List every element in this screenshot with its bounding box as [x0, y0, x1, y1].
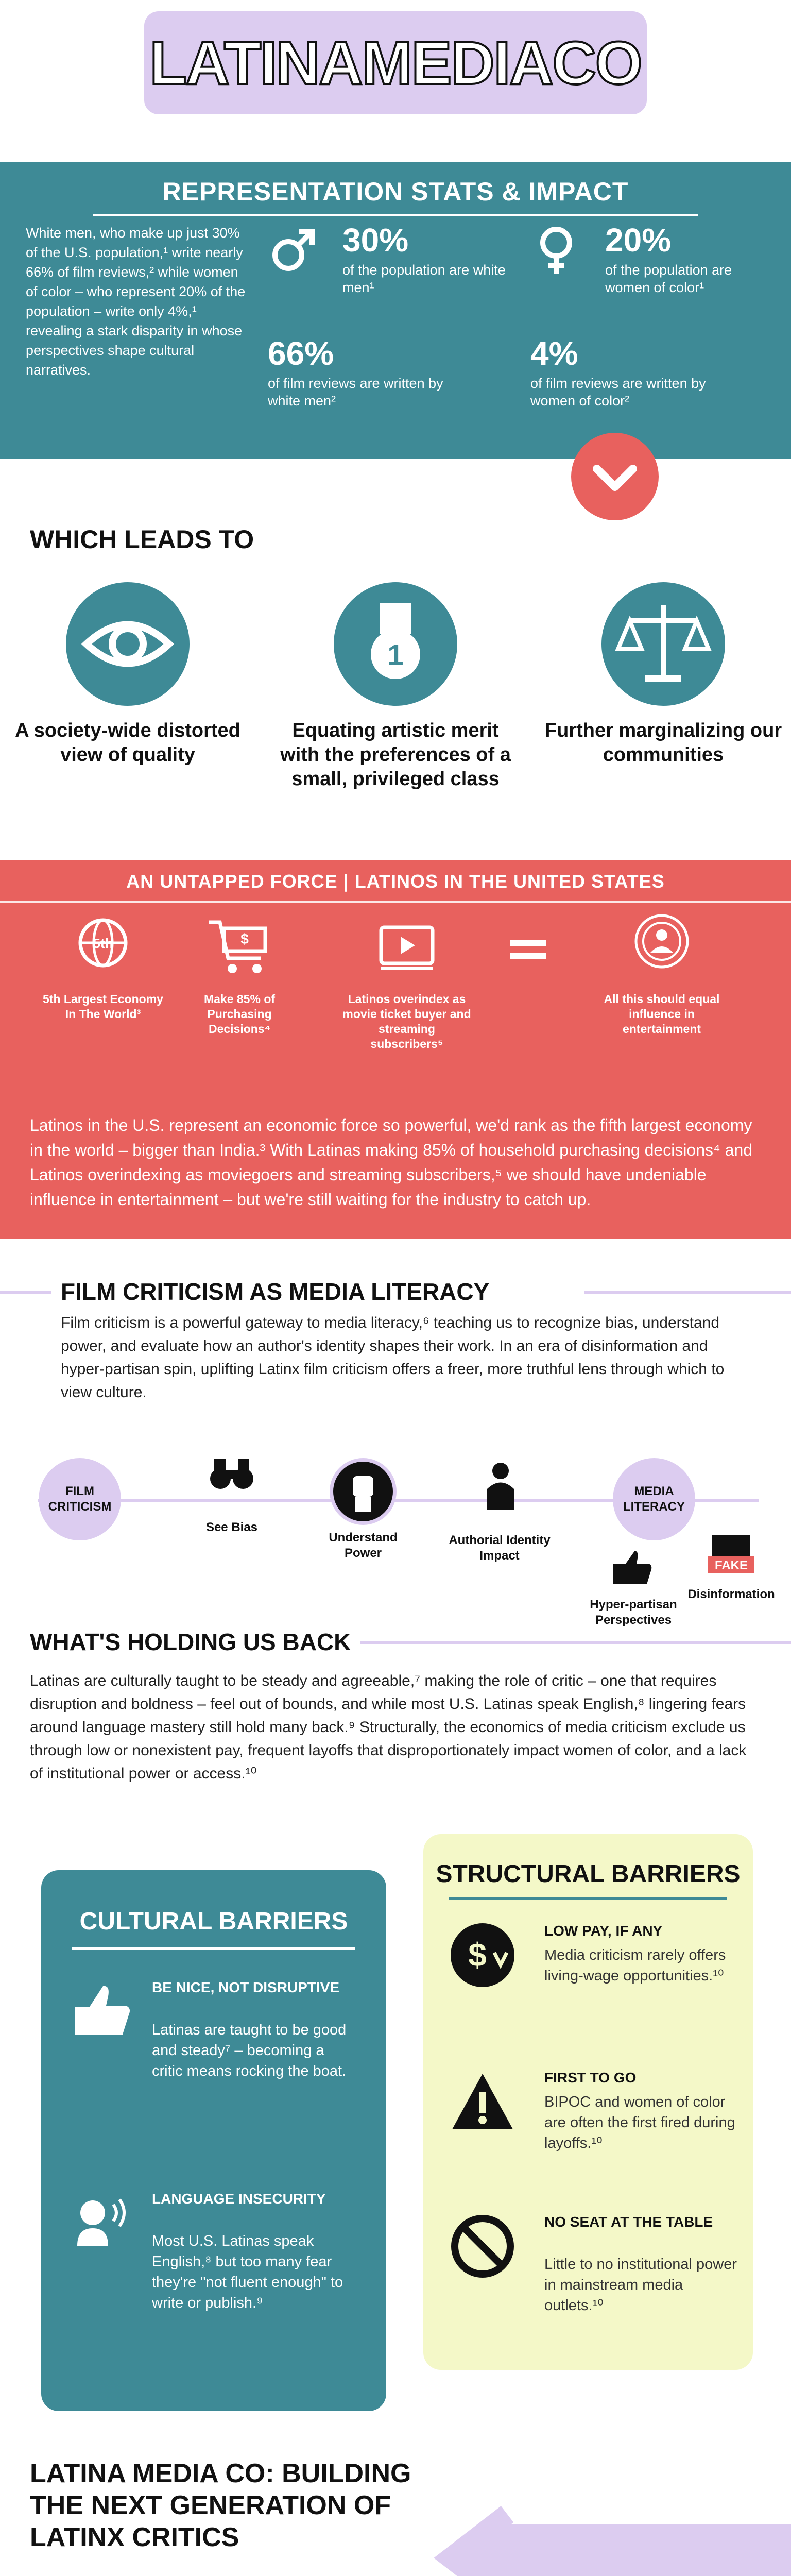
structural-barriers-title: STRUCTURAL BARRIERS — [436, 1860, 741, 1888]
lead-text: Further marginalizing our communities — [544, 720, 782, 766]
box-divider — [72, 1947, 355, 1950]
stats-intro: White men, who make up just 30% of the U.S. population,¹ write nearly 66% of film reviews,² while women of color – who represent 20% of the population – write only 4%,¹ revealing a stark disparity in whose perspectives shape cultural narratives. — [26, 225, 246, 378]
fake-news-icon — [703, 1530, 760, 1582]
structural-barrier-body: Media criticism rarely offers living-wage opportunities.¹⁰ — [544, 1947, 726, 1984]
stat-number: 66% — [268, 335, 334, 372]
film-ticket-icon — [371, 912, 443, 979]
equals-icon — [507, 917, 548, 984]
cultural-barriers-title: CULTURAL BARRIERS — [79, 1908, 348, 1935]
svg-text:$: $ — [468, 1936, 487, 1973]
section-divider — [360, 1641, 791, 1644]
structural-barrier-body: BIPOC and women of color are often the first fired during layoffs.¹⁰ — [544, 2094, 735, 2151]
globe-icon — [67, 912, 139, 979]
stat-number: 4% — [530, 335, 578, 372]
cultural-barrier-body: Latinas are taught to be good and steady⁷ – becoming a critic means rocking the boat. — [152, 2022, 347, 2079]
no-entry-icon — [449, 2213, 516, 2280]
lmc-title: LATINA MEDIA CO: BUILDING THE NEXT GENERATION OF LATINX CRITICS — [30, 2459, 411, 2552]
flow-node-film-criticism — [39, 1458, 121, 1540]
binoculars-icon — [206, 1453, 257, 1494]
untapped-text: All this should equal influence in entertainment — [604, 992, 720, 1036]
film-criticism-body: Film criticism is a powerful gateway to media literacy,⁶ teaching us to recognize bias, understand power, and evaluate how an author's identity shapes their work. In an era of disinformation and hyper-partisan spin, uplifting Latinx film criticism offers a freer, more truthful lens through which to view culture. — [61, 1314, 725, 1401]
untapped-divider — [0, 901, 791, 903]
stat-number: 20% — [605, 222, 672, 259]
speaking-icon — [72, 2192, 134, 2249]
eye-icon — [66, 582, 190, 706]
lead-item-eye — [66, 582, 190, 706]
lead-text: Equating artistic merit with the preferences of a small, privileged class — [280, 720, 511, 790]
flow-label: Understand Power — [329, 1531, 398, 1560]
stats-section — [0, 162, 791, 459]
flow-label: FILM CRITICISM — [48, 1484, 112, 1514]
thumbs-up-icon — [72, 1981, 134, 2038]
holding-title: WHAT'S HOLDING US BACK — [30, 1629, 351, 1655]
cultural-barrier-head: LANGUAGE INSECURITY — [152, 2191, 326, 2207]
structural-barrier-head: LOW PAY, IF ANY — [544, 1923, 663, 1939]
structural-barrier-body: Little to no institutional power in mainstream media outlets.¹⁰ — [544, 2256, 737, 2314]
male-symbol-icon — [268, 224, 319, 276]
lead-text: A society-wide distorted view of quality — [15, 720, 240, 766]
cultural-barriers-box — [41, 1870, 386, 2411]
warning-icon — [449, 2069, 516, 2136]
medal-icon — [334, 582, 457, 706]
scroll-down-button[interactable] — [571, 433, 659, 520]
lead-item-scales — [601, 582, 725, 706]
untapped-text: 5th Largest Economy In The World³ — [43, 992, 163, 1021]
thumbs-icon — [608, 1548, 659, 1589]
film-criticism-title: FILM CRITICISM AS MEDIA LITERACY — [61, 1278, 490, 1305]
lead-item-medal — [334, 582, 457, 706]
stat-text: of film reviews are written by women of color² — [530, 376, 706, 409]
svg-text:FAKE: FAKE — [714, 1558, 748, 1572]
flow-label: Hyper-partisan Perspectives — [590, 1598, 677, 1627]
structural-barrier-head: FIRST TO GO — [544, 2070, 637, 2086]
untapped-body: Latinos in the U.S. represent an economic force so powerful, we'd rank as the fifth largest economy in the world – bigger than India.³ With Latinas making 85% of household purchasing decisions⁴ and Latinos overindexing as moviegoers and streaming subscribers,⁵ we should have undeniable influence in entertainment – but we're still waiting for the industry to catch up. — [30, 1116, 753, 1209]
chevron-down-icon — [571, 433, 659, 520]
structural-barrier-head: NO SEAT AT THE TABLE — [544, 2214, 713, 2230]
stat-text: of the population are women of color¹ — [605, 262, 732, 295]
stats-title: REPRESENTATION STATS & IMPACT — [162, 177, 629, 206]
person-icon — [480, 1461, 521, 1512]
holding-body: Latinas are culturally taught to be steady and agreeable,⁷ making the role of critic – one that requires disruption and boldness – feel out of bounds, and while most U.S. Latinas speak English,⁸ lingering fears around language mastery still hold many back.⁹ Structurally, the economics of media criticism exclude us through low or nonexistent pay, frequent layoffs that disproportionately impact women of color, and a lack of institutional power or access.¹⁰ — [30, 1672, 747, 1782]
logo-text: LATINAMEDIACO — [149, 29, 642, 97]
untapped-text: Make 85% of Purchasing Decisions⁴ — [203, 992, 276, 1036]
flow-node-fist — [330, 1458, 397, 1525]
header — [0, 0, 791, 126]
section-divider — [0, 1291, 51, 1294]
flow-label: MEDIA LITERACY — [623, 1484, 685, 1514]
stat-number: 30% — [342, 222, 409, 259]
female-symbol-icon — [530, 224, 582, 276]
untapped-text: Latinos overindex as movie ticket buyer and streaming subscribers⁵ — [342, 992, 471, 1050]
flow-node-media-literacy — [613, 1458, 695, 1540]
section-divider — [584, 1291, 791, 1294]
box-divider — [449, 1897, 727, 1900]
stats-divider — [93, 214, 698, 216]
stat-text: of film reviews are written by white men² — [268, 376, 443, 409]
raised-fist-icon — [330, 1458, 397, 1525]
untapped-title: AN UNTAPPED FORCE | LATINOS IN THE UNITED STATES — [126, 871, 665, 892]
svg-text:$: $ — [240, 931, 249, 947]
structural-barriers-box — [423, 1834, 753, 2370]
user-broadcast-icon — [626, 909, 698, 976]
flow-label: Authorial Identity Impact — [449, 1533, 551, 1563]
cultural-barrier-body: Most U.S. Latinas speak English,⁸ but too many fear they're "not fluent enough" to write or publish.⁹ — [152, 2233, 343, 2311]
svg-text:1: 1 — [387, 638, 404, 671]
shopping-cart-icon — [203, 912, 276, 979]
logo-banner — [144, 11, 647, 114]
stat-text: of the population are white men¹ — [342, 262, 506, 295]
scales-icon — [601, 582, 725, 706]
untapped-section — [0, 860, 791, 1239]
flow-label: See Bias — [205, 1520, 258, 1534]
arrow-left-icon — [430, 2504, 523, 2576]
svg-text:5th: 5th — [93, 936, 113, 951]
leads-title: WHICH LEADS TO — [30, 525, 254, 554]
cultural-barrier-head: BE NICE, NOT DISRUPTIVE — [152, 1979, 340, 1995]
flow-label: Disinformation — [687, 1587, 775, 1601]
dollar-down-icon — [449, 1922, 516, 1989]
